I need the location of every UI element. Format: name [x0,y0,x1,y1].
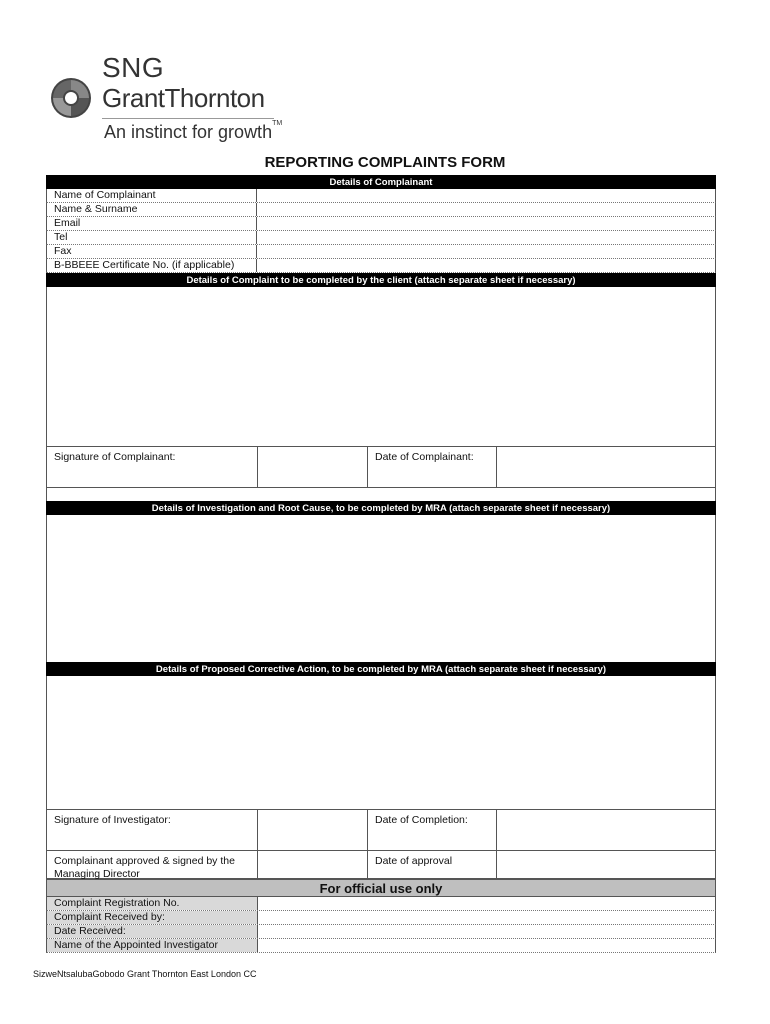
approval-row [46,851,716,879]
corrective-section-header: Details of Proposed Corrective Action, to be completed by MRA (attach separate sheet if necessary) [46,662,716,676]
approval-date-field[interactable] [497,851,715,878]
complainant-date-label: Date of Complainant: [368,447,497,487]
investigation-section-header: Details of Investigation and Root Cause, to be completed by MRA (attach separate sheet if necessary) [46,501,716,515]
corrective-action-area[interactable] [46,676,716,810]
complainant-field-label: Email [47,217,257,230]
approval-date-label: Date of approval [368,851,497,878]
complainant-field-label: Fax [47,245,257,258]
complainant-field-label: B-BBEEE Certificate No. (if applicable) [47,259,257,272]
complainant-field-input[interactable] [257,245,715,258]
official-field-row [46,897,716,911]
complainant-field-row [46,217,716,231]
official-field-label: Complaint Registration No. [47,897,258,910]
official-field-input[interactable] [258,925,715,938]
official-field-row [46,911,716,925]
complainant-fields [46,189,716,273]
complainant-field-label: Tel [47,231,257,244]
logo-tagline: An instinct for growth™ [104,120,283,142]
complainant-field-input[interactable] [257,217,715,230]
section-gap [46,488,716,501]
complainant-date-field[interactable] [497,447,715,487]
complainant-field-input[interactable] [257,231,715,244]
official-field-row [46,925,716,939]
complainant-signature-row [46,447,716,488]
official-field-label: Date Received: [47,925,258,938]
complaint-section-header: Details of Complaint to be completed by the client (attach separate sheet if necessary) [46,273,716,287]
investigator-signature-field[interactable] [258,810,368,850]
complainant-field-row [46,189,716,203]
complainant-field-row [46,231,716,245]
complaint-details-area[interactable] [46,287,716,447]
page-title: REPORTING COMPLAINTS FORM [264,154,506,171]
company-logo [46,52,286,147]
investigator-signature-label: Signature of Investigator: [47,810,258,850]
official-field-row [46,939,716,953]
logo-divider [102,118,274,119]
logo-sng-text: SNG [102,52,165,83]
completion-date-field[interactable] [497,810,715,850]
official-field-input[interactable] [258,939,715,952]
complainant-field-row [46,259,716,273]
complainant-field-input[interactable] [257,259,715,272]
investigator-signature-row [46,810,716,851]
logo-grantthornton-text: GrantThornton [102,83,265,113]
complainant-field-label: Name & Surname [47,203,257,216]
complaints-form [46,175,716,953]
complainant-field-row [46,203,716,217]
official-field-input[interactable] [258,911,715,924]
complainant-field-input[interactable] [257,189,715,202]
complainant-field-row [46,245,716,259]
complainant-field-input[interactable] [257,203,715,216]
grant-thornton-logo-icon [49,76,93,120]
official-field-label: Complaint Received by: [47,911,258,924]
md-approval-field[interactable] [258,851,368,878]
official-field-label: Name of the Appointed Investigator [47,939,258,952]
footer-company-name: SizweNtsalubaGobodo Grant Thornton East London CC [33,969,257,979]
complainant-section-header: Details of Complainant [46,175,716,189]
completion-date-label: Date of Completion: [368,810,497,850]
complainant-signature-label: Signature of Complainant: [47,447,258,487]
official-use-header: For official use only [46,879,716,897]
md-approval-label: Complainant approved & signed by the Managing Director [47,851,258,878]
official-field-input[interactable] [258,897,715,910]
complainant-signature-field[interactable] [258,447,368,487]
official-fields [46,897,716,953]
investigation-details-area[interactable] [46,515,716,662]
complainant-field-label: Name of Complainant [47,189,257,202]
